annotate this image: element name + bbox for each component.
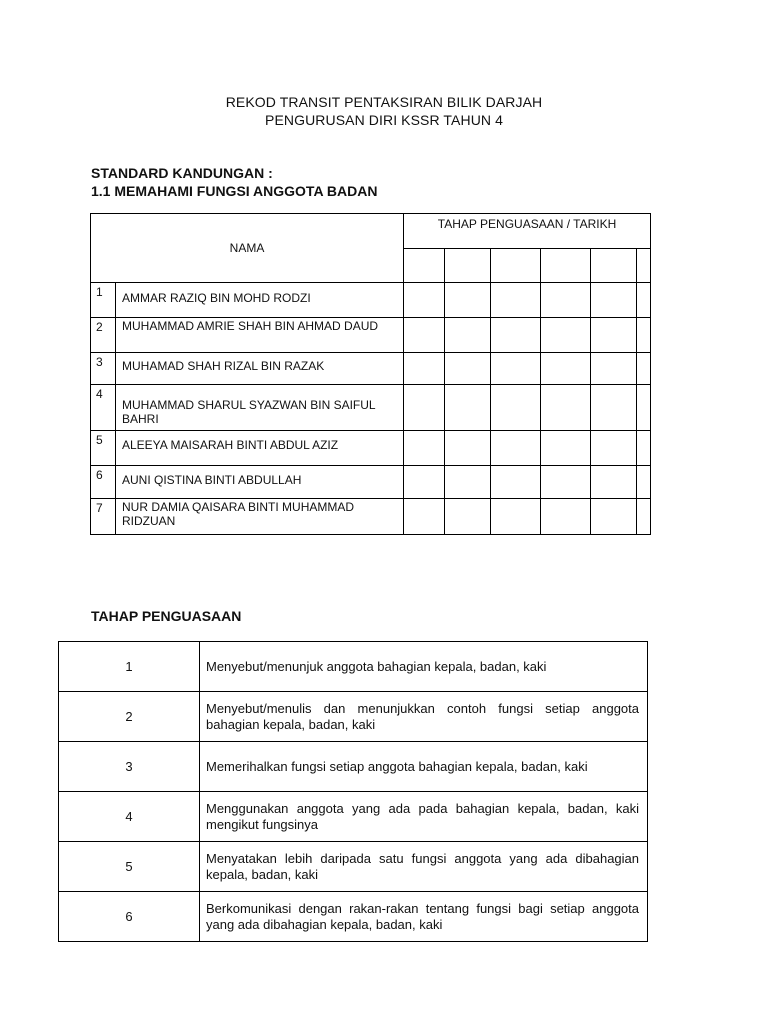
student-name: ALEEYA MAISARAH BINTI ABDUL AZIZ bbox=[116, 431, 404, 466]
level-number: 1 bbox=[59, 642, 200, 692]
assessment-cell[interactable] bbox=[491, 283, 541, 318]
assessment-cell[interactable] bbox=[491, 431, 541, 466]
table-row bbox=[91, 431, 651, 466]
table-row bbox=[91, 385, 651, 431]
assessment-cell[interactable] bbox=[541, 318, 591, 353]
student-name: MUHAMAD SHAH RIZAL BIN RAZAK bbox=[116, 353, 404, 385]
level-number: 4 bbox=[59, 792, 200, 842]
assessment-cell[interactable] bbox=[591, 318, 637, 353]
assessment-cell[interactable] bbox=[637, 499, 651, 535]
assessment-cell[interactable] bbox=[404, 353, 445, 385]
assessment-cell[interactable] bbox=[591, 431, 637, 466]
level-description: Menggunakan anggota yang ada pada bahagian kepala, badan, kaki mengikut fungsinya bbox=[200, 792, 648, 842]
level-row bbox=[59, 742, 648, 792]
table-row bbox=[91, 466, 651, 499]
level-description: Menyebut/menulis dan menunjukkan contoh fungsi setiap anggota bahagian kepala, badan, kaki bbox=[200, 692, 648, 742]
assessment-cell[interactable] bbox=[541, 353, 591, 385]
student-name: AUNI QISTINA BINTI ABDULLAH bbox=[116, 466, 404, 499]
assessment-cell[interactable] bbox=[541, 283, 591, 318]
tahap-date-header: TAHAP PENGUASAAN / TARIKH bbox=[404, 214, 651, 249]
date-cell[interactable] bbox=[591, 249, 637, 283]
student-number: 2 bbox=[91, 318, 116, 353]
student-name: AMMAR RAZIQ BIN MOHD RODZI bbox=[116, 283, 404, 318]
assessment-cell[interactable] bbox=[491, 318, 541, 353]
assessment-cell[interactable] bbox=[541, 499, 591, 535]
assessment-cell[interactable] bbox=[591, 385, 637, 431]
assessment-cell[interactable] bbox=[637, 466, 651, 499]
document-subtitle: PENGURUSAN DIRI KSSR TAHUN 4 bbox=[265, 112, 503, 128]
level-row bbox=[59, 842, 648, 892]
level-row bbox=[59, 892, 648, 942]
assessment-cell[interactable] bbox=[637, 318, 651, 353]
date-cell[interactable] bbox=[491, 249, 541, 283]
assessment-record-table bbox=[90, 213, 651, 535]
assessment-cell[interactable] bbox=[591, 283, 637, 318]
student-name: NUR DAMIA QAISARA BINTI MUHAMMAD RIDZUAN bbox=[116, 499, 404, 535]
assessment-cell[interactable] bbox=[491, 385, 541, 431]
assessment-cell[interactable] bbox=[404, 385, 445, 431]
level-description: Menyebut/menunjuk anggota bahagian kepala, badan, kaki bbox=[200, 642, 648, 692]
level-row bbox=[59, 792, 648, 842]
assessment-cell[interactable] bbox=[445, 283, 491, 318]
assessment-cell[interactable] bbox=[591, 499, 637, 535]
level-row bbox=[59, 642, 648, 692]
assessment-cell[interactable] bbox=[404, 431, 445, 466]
assessment-cell[interactable] bbox=[404, 499, 445, 535]
level-description: Berkomunikasi dengan rakan-rakan tentang fungsi bagi setiap anggota yang ada dibahagian kepala, badan, kaki bbox=[200, 892, 648, 942]
assessment-cell[interactable] bbox=[637, 283, 651, 318]
assessment-cell[interactable] bbox=[491, 353, 541, 385]
date-cell[interactable] bbox=[445, 249, 491, 283]
standard-label: STANDARD KANDUNGAN : bbox=[91, 165, 273, 181]
document-title: REKOD TRANSIT PENTAKSIRAN BILIK DARJAH bbox=[225, 94, 543, 110]
assessment-cell[interactable] bbox=[591, 353, 637, 385]
assessment-cell[interactable] bbox=[445, 431, 491, 466]
assessment-cell[interactable] bbox=[445, 353, 491, 385]
student-number: 4 bbox=[91, 385, 116, 431]
levels-title: TAHAP PENGUASAAN bbox=[91, 608, 242, 624]
assessment-cell[interactable] bbox=[404, 318, 445, 353]
date-cell[interactable] bbox=[404, 249, 445, 283]
student-number: 7 bbox=[91, 499, 116, 535]
table-row bbox=[91, 318, 651, 353]
date-cell[interactable] bbox=[637, 249, 651, 283]
levels-table bbox=[58, 641, 648, 942]
student-name: MUHAMMAD AMRIE SHAH BIN AHMAD DAUD bbox=[116, 318, 404, 353]
level-number: 3 bbox=[59, 742, 200, 792]
student-number: 6 bbox=[91, 466, 116, 499]
student-number: 3 bbox=[91, 353, 116, 385]
level-row bbox=[59, 692, 648, 742]
table-row bbox=[91, 499, 651, 535]
assessment-cell[interactable] bbox=[404, 283, 445, 318]
level-number: 5 bbox=[59, 842, 200, 892]
level-description: Memerihalkan fungsi setiap anggota bahagian kepala, badan, kaki bbox=[200, 742, 648, 792]
assessment-cell[interactable] bbox=[445, 318, 491, 353]
assessment-cell[interactable] bbox=[591, 466, 637, 499]
student-name: MUHAMMAD SHARUL SYAZWAN BIN SAIFUL BAHRI bbox=[116, 385, 404, 431]
standard-value: 1.1 MEMAHAMI FUNGSI ANGGOTA BADAN bbox=[91, 183, 378, 199]
level-number: 2 bbox=[59, 692, 200, 742]
level-description: Menyatakan lebih daripada satu fungsi anggota yang ada dibahagian kepala, badan, kaki bbox=[200, 842, 648, 892]
assessment-cell[interactable] bbox=[637, 431, 651, 466]
assessment-cell[interactable] bbox=[541, 385, 591, 431]
assessment-cell[interactable] bbox=[491, 499, 541, 535]
assessment-cell[interactable] bbox=[445, 499, 491, 535]
student-number: 5 bbox=[91, 431, 116, 466]
table-row bbox=[91, 283, 651, 318]
assessment-cell[interactable] bbox=[541, 466, 591, 499]
assessment-cell[interactable] bbox=[445, 385, 491, 431]
date-cell[interactable] bbox=[541, 249, 591, 283]
assessment-cell[interactable] bbox=[445, 466, 491, 499]
assessment-cell[interactable] bbox=[637, 353, 651, 385]
assessment-cell[interactable] bbox=[541, 431, 591, 466]
name-column-header: NAMA bbox=[91, 214, 404, 283]
level-number: 6 bbox=[59, 892, 200, 942]
student-number: 1 bbox=[91, 283, 116, 318]
assessment-cell[interactable] bbox=[491, 466, 541, 499]
assessment-cell[interactable] bbox=[637, 385, 651, 431]
assessment-cell[interactable] bbox=[404, 466, 445, 499]
table-row bbox=[91, 353, 651, 385]
